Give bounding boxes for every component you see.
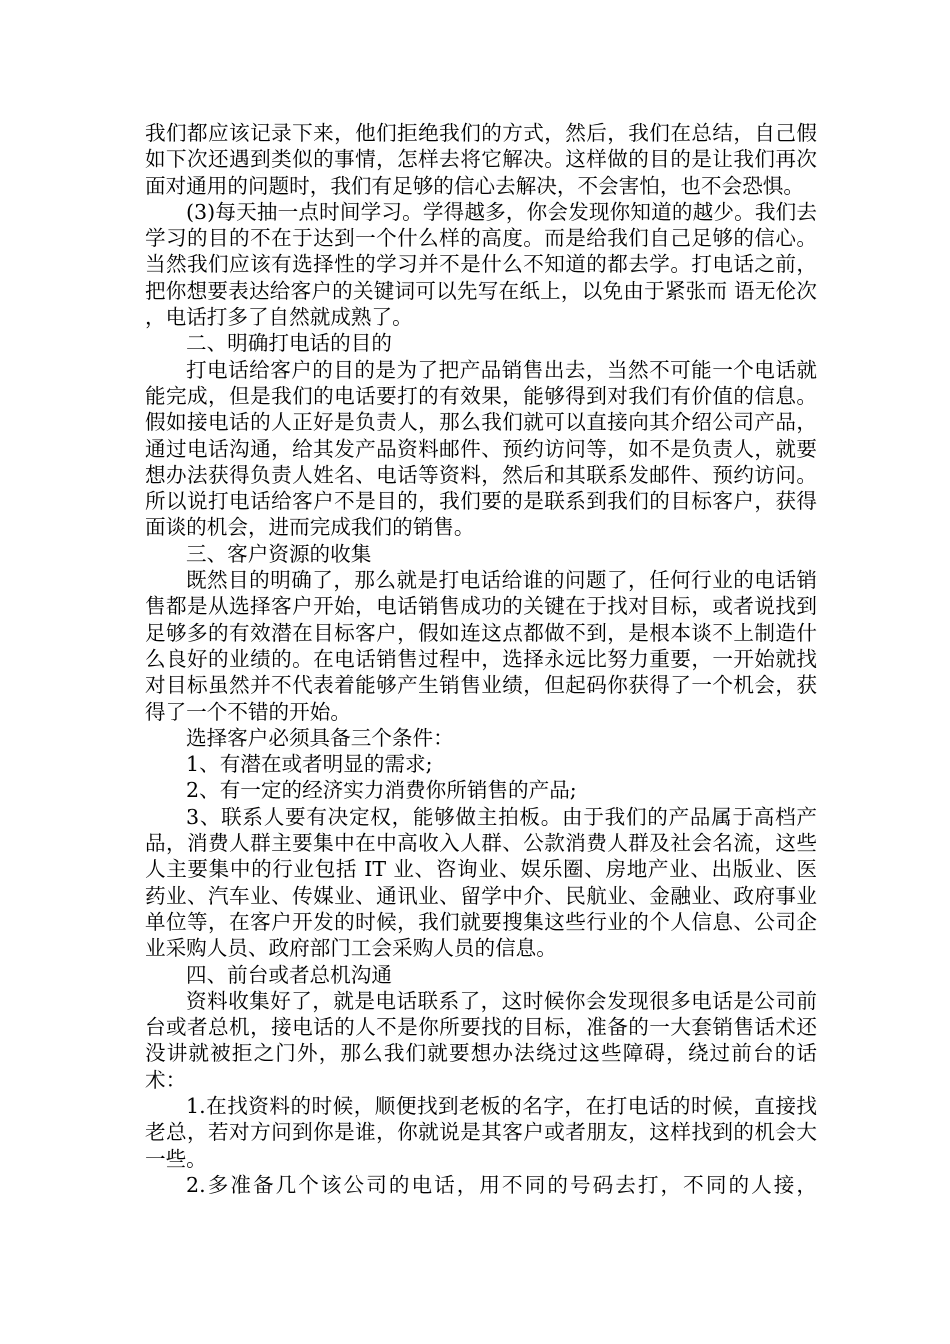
paragraph-purpose: 打电话给客户的目的是为了把产品销售出去，当然不可能一个电话就能完成，但是我们的电话要打的有效果，能够得到对我们有价值的信息。假如接电话的人正好是负责人，那么我们就可以直接向其介绍公司产品，通过电话沟通，给其发产品资料邮件、预约访问等，如不是负责人，就要想办法获得负责人姓名、电话等资料，然后和其联系发邮件、预约访问。所以说打电话给客户不是目的，我们要的是联系到我们的目标客户，获得面谈的机会，进而完成我们的销售。: [145, 357, 817, 540]
paragraph-collection: 既然目的明确了，那么就是打电话给谁的问题了，任何行业的电话销售都是从选择客户开始，电话销售成功的关键在于找对目标，或者说找到足够多的有效潜在目标客户，假如连这点都做不到，是根本谈不上制造什么良好的业绩的。在电话销售过程中，选择永远比努力重要，一开始就找对目标虽然并不代表着能够产生销售业绩，但起码你获得了一个机会，获得了一个不错的开始。: [145, 568, 817, 724]
list-item-1: 1、有潜在或者明显的需求;: [186, 752, 433, 777]
paragraph-reception: 资料收集好了，就是电话联系了，这时候你会发现很多电话是公司前台或者总机，接电话的人不是你所要找的目标，准备的一大套销售话术还没讲就被拒之门外，那么我们就要想办法绕过这些障碍，绕过前台的话术：: [145, 988, 817, 1092]
paragraph-intro: 我们都应该记录下来，他们拒绝我们的方式，然后，我们在总结，自己假如下次还遇到类似的事情，怎样去将它解决。这样做的目的是让我们再次面对通用的问题时，我们有足够的信心去解决，不会害怕，也不会恐惧。: [145, 121, 817, 198]
list-item-2: 2、有一定的经济实力消费你所销售的产品;: [186, 778, 577, 803]
section-heading-4: 四、前台或者总机沟通: [186, 962, 392, 987]
tip-item-1: 1.在找资料的时候，顺便找到老板的名字，在打电话的时候，直接找老总，若对方问到你是谁，你就说是其客户或者朋友，这样找到的机会大一些。: [145, 1093, 817, 1171]
list-item-3: 3、联系人要有决定权，能够做主拍板。由于我们的产品属于高档产品，消费人群主要集中在中高收入人群、公款消费人群及社会名流，这些人主要集中的行业包括 IT 业、咨询业、娱乐圈、房地产业、出版业、医药业、汽车业、传媒业、通讯业、留学中介、民航业、金融业、政府事业单位等，在客户开发的时候，我们就要搜集这些行业的个人信息、公司企业采购人员、政府部门工会采购人员的信息。: [145, 804, 817, 961]
tip-item-2: 2.多准备几个该公司的电话，用不同的号码去打，不同的人接，: [186, 1172, 817, 1197]
section-heading-3: 三、客户资源的收集: [186, 541, 372, 566]
paragraph-study: (3)每天抽一点时间学习。学得越多，你会发现你知道的越少。我们去学习的目的不在于达到一个什么样的高度。而是给我们自己足够的信心。当然我们应该有选择性的学习并不是什么不知道的都去学。打电话之前，把你想要表达给客户的关键词可以先写在纸上，以免由于紧张而 语无伦次 ，电话打多了自然就成熟了。: [145, 199, 817, 330]
paragraph-conditions: 选择客户必须具备三个条件：: [186, 725, 454, 750]
document-body: [145, 120, 817, 1198]
section-heading-2: 二、明确打电话的目的: [186, 331, 392, 356]
